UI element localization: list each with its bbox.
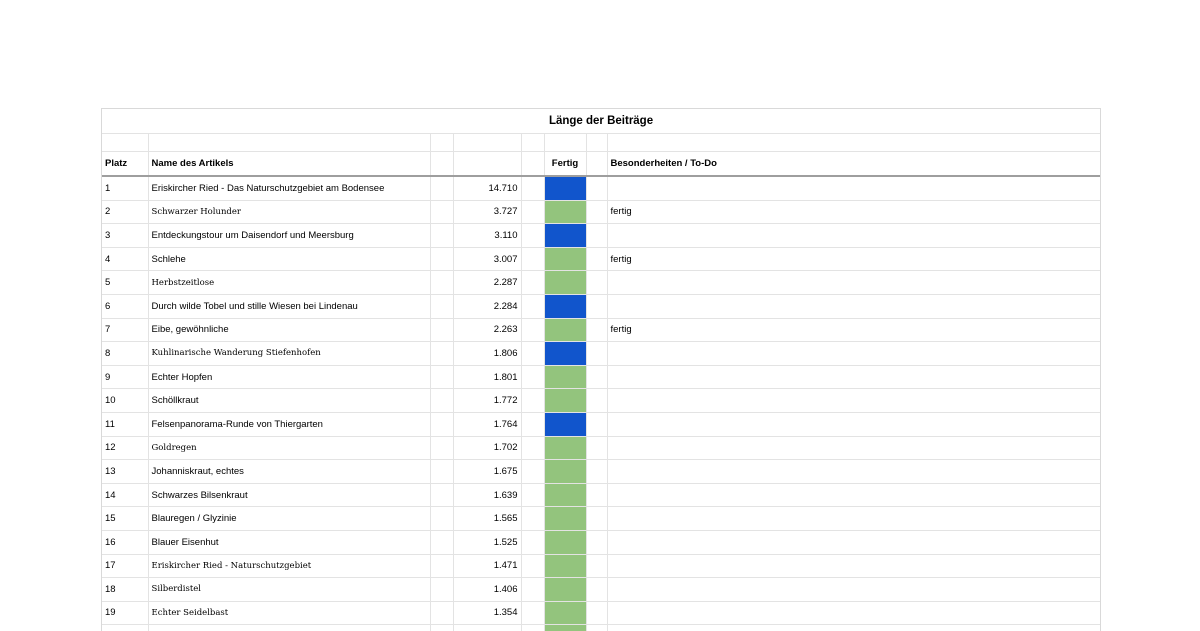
cell-empty[interactable] bbox=[521, 342, 544, 366]
cell-empty[interactable] bbox=[430, 176, 453, 200]
cell-fertig-status[interactable] bbox=[544, 176, 586, 200]
cell-empty[interactable] bbox=[430, 200, 453, 224]
cell-empty[interactable] bbox=[521, 507, 544, 531]
cell-empty[interactable] bbox=[430, 483, 453, 507]
cell-fertig-status[interactable] bbox=[544, 342, 586, 366]
cell-empty[interactable] bbox=[430, 247, 453, 271]
table-row[interactable] bbox=[102, 342, 1100, 366]
cell-empty[interactable] bbox=[430, 507, 453, 531]
cell-name[interactable] bbox=[148, 625, 430, 631]
cell-empty[interactable] bbox=[430, 271, 453, 295]
cell-platz[interactable]: 18 bbox=[102, 578, 148, 602]
cell-platz[interactable]: 5 bbox=[102, 271, 148, 295]
table-row[interactable] bbox=[102, 436, 1100, 460]
cell-fertig-status[interactable] bbox=[544, 365, 586, 389]
cell-empty[interactable] bbox=[521, 554, 544, 578]
cell-fertig-status[interactable] bbox=[544, 389, 586, 413]
cell-note[interactable] bbox=[607, 601, 1100, 625]
cell-name[interactable]: Herbstzeitlose bbox=[148, 271, 430, 295]
sheet-title: Länge der Beiträge bbox=[102, 109, 1100, 134]
cell-platz[interactable]: 15 bbox=[102, 507, 148, 531]
cell-empty[interactable] bbox=[586, 554, 607, 578]
cell-empty[interactable] bbox=[586, 483, 607, 507]
table-row[interactable] bbox=[102, 483, 1100, 507]
header-row bbox=[102, 152, 1100, 177]
cell-empty[interactable] bbox=[521, 247, 544, 271]
cell-empty[interactable] bbox=[521, 436, 544, 460]
cell-empty[interactable] bbox=[586, 460, 607, 484]
cell-empty[interactable] bbox=[586, 294, 607, 318]
header-platz: Platz bbox=[102, 152, 148, 177]
cell-name[interactable]: Entdeckungstour um Daisendorf und Meersburg bbox=[148, 224, 430, 248]
cell-length[interactable]: 2.263 bbox=[453, 318, 521, 342]
cell-empty[interactable] bbox=[586, 412, 607, 436]
cell-empty[interactable] bbox=[521, 294, 544, 318]
table-row[interactable] bbox=[102, 412, 1100, 436]
cell-name[interactable]: Silberdistel bbox=[148, 578, 430, 602]
cell-empty[interactable] bbox=[430, 412, 453, 436]
cell-name[interactable]: Echter Seidelbast bbox=[148, 601, 430, 625]
cell-note[interactable] bbox=[607, 176, 1100, 200]
cell-platz[interactable]: 10 bbox=[102, 389, 148, 413]
cell-empty[interactable] bbox=[521, 271, 544, 295]
table-row[interactable] bbox=[102, 318, 1100, 342]
cell-platz[interactable] bbox=[102, 625, 148, 631]
cell-length[interactable]: 1.525 bbox=[453, 530, 521, 554]
table-row[interactable] bbox=[102, 578, 1100, 602]
cell-empty[interactable] bbox=[521, 412, 544, 436]
cell-length[interactable]: 3.727 bbox=[453, 200, 521, 224]
cell-empty[interactable] bbox=[586, 365, 607, 389]
cell-name[interactable]: Schlehe bbox=[148, 247, 430, 271]
cell-name[interactable]: Felsenpanorama-Runde von Thiergarten bbox=[148, 412, 430, 436]
cell-note[interactable] bbox=[607, 389, 1100, 413]
cell-empty[interactable] bbox=[521, 176, 544, 200]
cell-length[interactable]: 3.110 bbox=[453, 224, 521, 248]
cell-name[interactable]: Kuhlinarische Wanderung Stiefenhofen bbox=[148, 342, 430, 366]
cell-empty[interactable] bbox=[586, 271, 607, 295]
cell-length[interactable]: 3.007 bbox=[453, 247, 521, 271]
cell-fertig-status[interactable] bbox=[544, 554, 586, 578]
cell-platz[interactable]: 9 bbox=[102, 365, 148, 389]
cell-platz[interactable]: 4 bbox=[102, 247, 148, 271]
cell-fertig-status[interactable] bbox=[544, 460, 586, 484]
cell-note[interactable] bbox=[607, 460, 1100, 484]
cell-empty[interactable] bbox=[521, 601, 544, 625]
cell-platz[interactable]: 3 bbox=[102, 224, 148, 248]
cell-empty[interactable] bbox=[586, 200, 607, 224]
cell-empty[interactable] bbox=[586, 342, 607, 366]
cell-length[interactable]: 1.806 bbox=[453, 342, 521, 366]
cell-name[interactable]: Johanniskraut, echtes bbox=[148, 460, 430, 484]
cell-note[interactable]: fertig bbox=[607, 247, 1100, 271]
cell-length[interactable]: 1.675 bbox=[453, 460, 521, 484]
cell-empty[interactable] bbox=[521, 530, 544, 554]
table-row[interactable] bbox=[102, 247, 1100, 271]
cell-empty[interactable] bbox=[430, 460, 453, 484]
cell-empty[interactable] bbox=[430, 625, 453, 631]
spacer-row bbox=[102, 134, 1100, 152]
cell-empty[interactable] bbox=[430, 601, 453, 625]
table-row[interactable] bbox=[102, 365, 1100, 389]
cell-length[interactable]: 1.354 bbox=[453, 601, 521, 625]
cell-platz[interactable]: 8 bbox=[102, 342, 148, 366]
cell-name[interactable]: Goldregen bbox=[148, 436, 430, 460]
cell-fertig-status[interactable] bbox=[544, 578, 586, 602]
cell-name[interactable]: Eibe, gewöhnliche bbox=[148, 318, 430, 342]
cell-note[interactable]: fertig bbox=[607, 318, 1100, 342]
cell-note[interactable] bbox=[607, 342, 1100, 366]
cell-empty[interactable] bbox=[521, 365, 544, 389]
cell-platz[interactable]: 6 bbox=[102, 294, 148, 318]
cell-length[interactable]: 1.772 bbox=[453, 389, 521, 413]
cell-empty[interactable] bbox=[430, 530, 453, 554]
cell-fertig-status[interactable] bbox=[544, 412, 586, 436]
table-row[interactable] bbox=[102, 460, 1100, 484]
cell-platz[interactable]: 13 bbox=[102, 460, 148, 484]
cell-platz[interactable]: 12 bbox=[102, 436, 148, 460]
cell-fertig-status[interactable] bbox=[544, 318, 586, 342]
cell-name[interactable]: Schwarzer Holunder bbox=[148, 200, 430, 224]
cell-note[interactable] bbox=[607, 554, 1100, 578]
cell-note[interactable] bbox=[607, 507, 1100, 531]
cell-name[interactable]: Blauregen / Glyzinie bbox=[148, 507, 430, 531]
table-row[interactable] bbox=[102, 176, 1100, 200]
cell-note[interactable] bbox=[607, 578, 1100, 602]
cell-length[interactable]: 1.702 bbox=[453, 436, 521, 460]
cell-fertig-status[interactable] bbox=[544, 247, 586, 271]
cell-name[interactable]: Blauer Eisenhut bbox=[148, 530, 430, 554]
table-row[interactable] bbox=[102, 507, 1100, 531]
cell-fertig-status[interactable] bbox=[544, 200, 586, 224]
cell-note[interactable] bbox=[607, 483, 1100, 507]
table-row[interactable] bbox=[102, 271, 1100, 295]
cell-empty[interactable] bbox=[586, 530, 607, 554]
cell-note[interactable]: fertig bbox=[607, 200, 1100, 224]
cell-empty[interactable] bbox=[586, 625, 607, 631]
cell-empty[interactable] bbox=[521, 389, 544, 413]
cell-empty[interactable] bbox=[586, 389, 607, 413]
cell-empty[interactable] bbox=[430, 318, 453, 342]
cell-length[interactable]: 1.801 bbox=[453, 365, 521, 389]
table-row[interactable] bbox=[102, 625, 1100, 631]
table-row[interactable] bbox=[102, 224, 1100, 248]
cell-length[interactable]: 2.284 bbox=[453, 294, 521, 318]
spreadsheet bbox=[101, 108, 1101, 631]
cell-length[interactable]: 1.406 bbox=[453, 578, 521, 602]
cell-fertig-status[interactable] bbox=[544, 271, 586, 295]
cell-length[interactable]: 1.639 bbox=[453, 483, 521, 507]
cell-note[interactable] bbox=[607, 224, 1100, 248]
cell-note[interactable] bbox=[607, 436, 1100, 460]
cell-name[interactable]: Echter Hopfen bbox=[148, 365, 430, 389]
cell-empty[interactable] bbox=[430, 365, 453, 389]
cell-platz[interactable]: 7 bbox=[102, 318, 148, 342]
cell-note[interactable] bbox=[607, 365, 1100, 389]
cell-note[interactable] bbox=[607, 625, 1100, 631]
cell-platz[interactable]: 16 bbox=[102, 530, 148, 554]
cell-fertig-status[interactable] bbox=[544, 436, 586, 460]
cell-empty[interactable] bbox=[521, 200, 544, 224]
cell-note[interactable] bbox=[607, 412, 1100, 436]
cell-empty[interactable] bbox=[521, 460, 544, 484]
cell-empty[interactable] bbox=[430, 554, 453, 578]
cell-empty[interactable] bbox=[586, 507, 607, 531]
cell-empty[interactable] bbox=[586, 436, 607, 460]
cell-empty[interactable] bbox=[586, 247, 607, 271]
cell-empty[interactable] bbox=[430, 436, 453, 460]
table-row[interactable] bbox=[102, 200, 1100, 224]
table-row[interactable] bbox=[102, 530, 1100, 554]
cell-length[interactable] bbox=[453, 625, 521, 631]
cell-note[interactable] bbox=[607, 271, 1100, 295]
table-row[interactable] bbox=[102, 601, 1100, 625]
cell-note[interactable] bbox=[607, 530, 1100, 554]
cell-empty[interactable] bbox=[586, 318, 607, 342]
cell-empty[interactable] bbox=[586, 601, 607, 625]
cell-empty[interactable] bbox=[430, 342, 453, 366]
cell-empty[interactable] bbox=[430, 389, 453, 413]
cell-platz[interactable]: 2 bbox=[102, 200, 148, 224]
spreadsheet-table bbox=[102, 109, 1100, 631]
cell-fertig-status[interactable] bbox=[544, 483, 586, 507]
header-name: Name des Artikels bbox=[148, 152, 430, 177]
cell-name[interactable]: Eriskircher Ried - Naturschutzgebiet bbox=[148, 554, 430, 578]
cell-length[interactable]: 1.565 bbox=[453, 507, 521, 531]
cell-empty[interactable] bbox=[430, 224, 453, 248]
cell-empty[interactable] bbox=[430, 578, 453, 602]
table-row[interactable] bbox=[102, 389, 1100, 413]
cell-platz[interactable]: 19 bbox=[102, 601, 148, 625]
cell-platz[interactable]: 11 bbox=[102, 412, 148, 436]
header-besonderheiten: Besonderheiten / To-Do bbox=[607, 152, 1100, 177]
cell-name[interactable]: Schwarzes Bilsenkraut bbox=[148, 483, 430, 507]
cell-length[interactable]: 1.471 bbox=[453, 554, 521, 578]
cell-fertig-status[interactable] bbox=[544, 507, 586, 531]
cell-empty[interactable] bbox=[521, 224, 544, 248]
table-row[interactable] bbox=[102, 554, 1100, 578]
cell-empty[interactable] bbox=[521, 318, 544, 342]
cell-length[interactable]: 1.764 bbox=[453, 412, 521, 436]
cell-platz[interactable]: 17 bbox=[102, 554, 148, 578]
cell-fertig-status[interactable] bbox=[544, 601, 586, 625]
cell-name[interactable]: Schöllkraut bbox=[148, 389, 430, 413]
cell-note[interactable] bbox=[607, 294, 1100, 318]
cell-fertig-status[interactable] bbox=[544, 224, 586, 248]
table-row[interactable] bbox=[102, 294, 1100, 318]
cell-empty[interactable] bbox=[521, 625, 544, 631]
cell-platz[interactable]: 14 bbox=[102, 483, 148, 507]
cell-name[interactable]: Durch wilde Tobel und stille Wiesen bei Lindenau bbox=[148, 294, 430, 318]
cell-fertig-status[interactable] bbox=[544, 294, 586, 318]
cell-fertig-status[interactable] bbox=[544, 625, 586, 631]
cell-empty[interactable] bbox=[521, 578, 544, 602]
cell-platz[interactable]: 1 bbox=[102, 176, 148, 200]
cell-length[interactable]: 2.287 bbox=[453, 271, 521, 295]
cell-empty[interactable] bbox=[586, 224, 607, 248]
cell-empty[interactable] bbox=[430, 294, 453, 318]
cell-empty[interactable] bbox=[521, 483, 544, 507]
header-fertig: Fertig bbox=[544, 152, 586, 177]
cell-empty[interactable] bbox=[586, 176, 607, 200]
title-row bbox=[102, 109, 1100, 134]
cell-length[interactable]: 14.710 bbox=[453, 176, 521, 200]
cell-name[interactable]: Eriskircher Ried - Das Naturschutzgebiet am Bodensee bbox=[148, 176, 430, 200]
cell-empty[interactable] bbox=[586, 578, 607, 602]
cell-fertig-status[interactable] bbox=[544, 530, 586, 554]
